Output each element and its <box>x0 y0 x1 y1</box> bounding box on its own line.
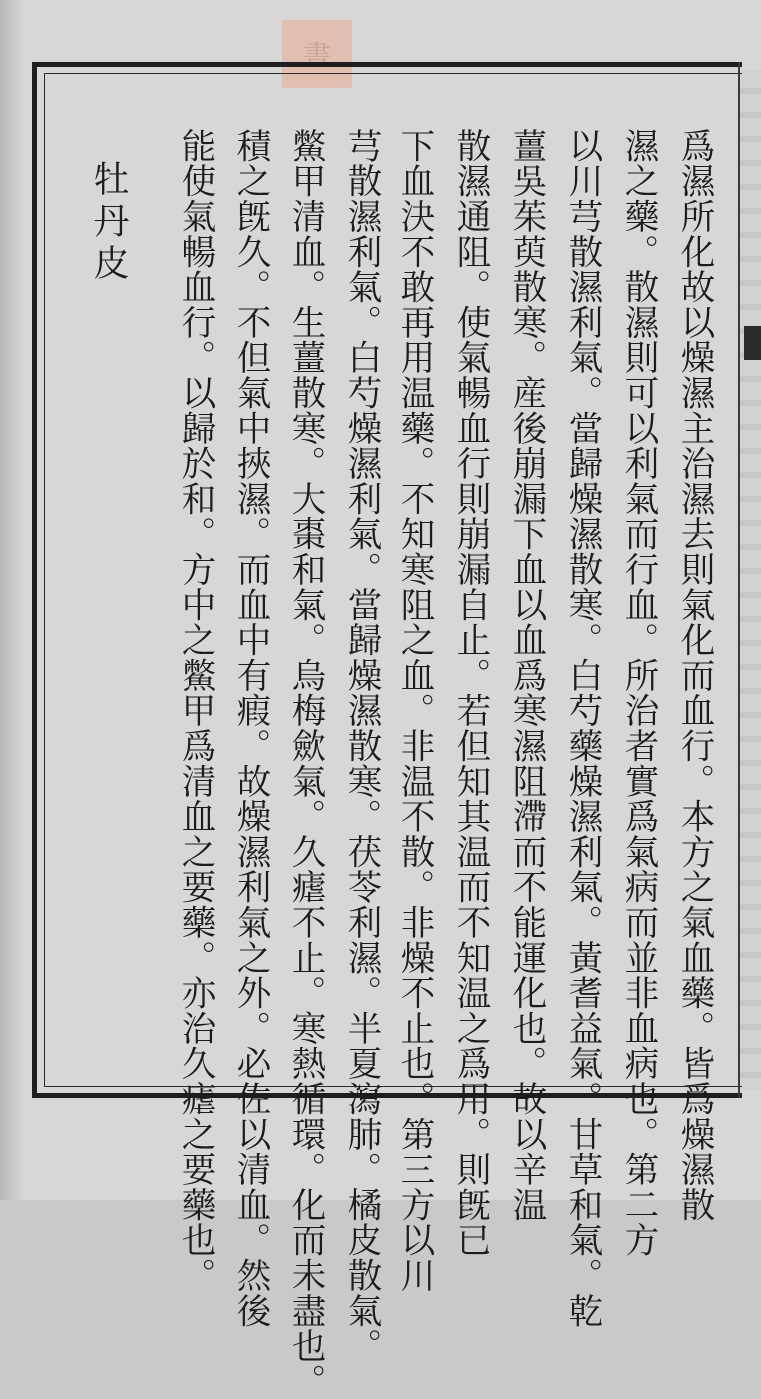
section-heading: 牡丹皮 <box>88 160 129 286</box>
text-column-10: 能使氣暢血行。以歸於和。方中之鱉甲爲清血之要藥。亦治久瘧之要藥也。 <box>175 128 215 1293</box>
text-column-3: 以川芎散濕利氣。當歸燥濕散寒。白芍藥燥濕利氣。黃耆益氣。甘草和氣。乾 <box>562 128 602 1329</box>
text-column-6: 下血決不敢再用温藥。不知寒阻之血。非温不散。非燥不止也。第三方以川 <box>394 128 434 1293</box>
text-column-8: 鱉甲清血。生薑散寒。大棗和氣。烏梅歛氣。久瘧不止。寒熱循環。化而未盡也。 <box>285 128 325 1399</box>
text-column-2: 濕之藥。散濕則可以利氣而行血。所治者實爲氣病而並非血病也。第二方 <box>618 128 658 1258</box>
seal-glyph: 書 <box>302 39 331 72</box>
binding-shadow <box>0 0 22 1200</box>
text-column-4: 薑吳茱萸散寒。産後崩漏下血以血爲寒濕阻滯而不能運化也。故以辛温 <box>506 128 546 1223</box>
text-column-9: 積之旣久。不但氣中挾濕。而血中有瘕。故燥濕利氣之外。必佐以清血。然後 <box>230 128 270 1329</box>
fishtail-mark <box>744 326 761 360</box>
adjacent-page-bleed <box>740 70 761 1090</box>
text-column-7: 芎散濕利氣。白芍燥濕利氣。當歸燥濕散寒。茯苓利濕。半夏瀉肺。橘皮散氣。 <box>341 128 381 1364</box>
text-column-1: 爲濕所化故以燥濕主治濕去則氣化而血行。本方之氣血藥。皆爲燥濕散 <box>674 128 714 1223</box>
text-column-5: 散濕通阻。使氣暢血行則崩漏自止。若但知其温而不知温之爲用。則旣已 <box>450 128 490 1258</box>
page-edge-line <box>738 62 740 1098</box>
